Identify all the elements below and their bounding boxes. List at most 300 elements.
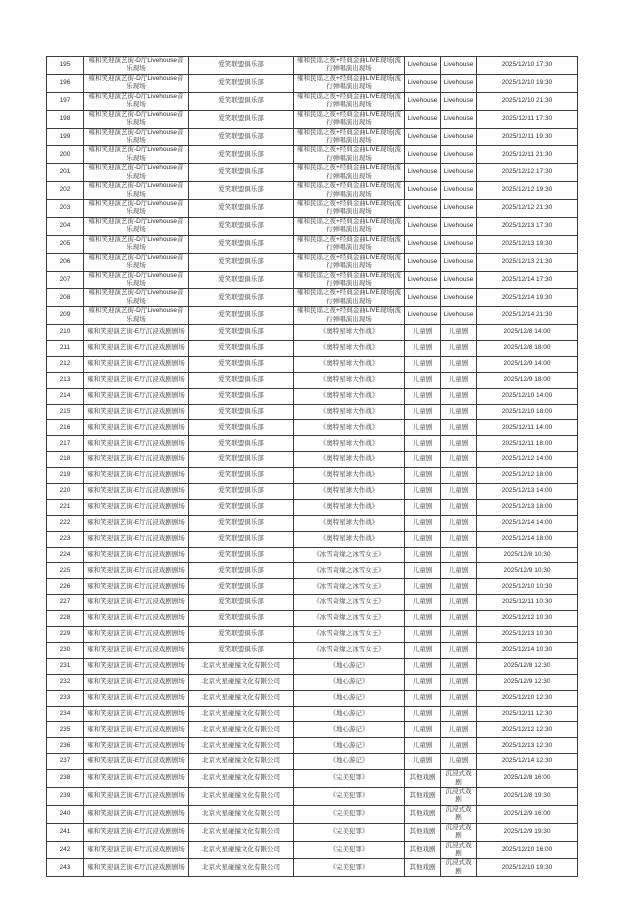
table-row: [47, 690, 578, 706]
cell-row-number: 213: [47, 372, 84, 388]
cell-datetime: 2025/12/13 18:00: [477, 499, 578, 515]
cell-row-number: 215: [47, 404, 84, 420]
cell-category-1: 其他戏剧: [405, 805, 441, 823]
cell-datetime: 2025/12/11 17:30: [477, 110, 578, 128]
cell-company: 爱笑联盟俱乐部: [189, 547, 294, 563]
cell-row-number: 237: [47, 754, 84, 770]
table-row: [47, 436, 578, 452]
cell-category-1: 儿童剧: [405, 627, 441, 643]
cell-datetime: 2025/12/12 14:00: [477, 452, 578, 468]
table-row: [47, 110, 578, 128]
table-row: [47, 57, 578, 75]
cell-row-number: 196: [47, 74, 84, 92]
cell-category-2: 儿童剧: [441, 404, 477, 420]
performance-schedule-table: [46, 56, 578, 877]
cell-row-number: 204: [47, 217, 84, 235]
cell-datetime: 2025/12/10 12:30: [477, 690, 578, 706]
table-row: [47, 499, 578, 515]
cell-category-1: 儿童剧: [405, 563, 441, 579]
cell-event-name: 雍和民谣之夜+经典金曲LIVE现场|流行弹唱演出现场: [294, 92, 405, 110]
cell-row-number: 208: [47, 289, 84, 307]
cell-event-name: 雍和民谣之夜+经典金曲LIVE现场|流行弹唱演出现场: [294, 253, 405, 271]
cell-category-2: 儿童剧: [441, 420, 477, 436]
cell-category-2: 儿童剧: [441, 674, 477, 690]
table-row: [47, 547, 578, 563]
table-row: [47, 164, 578, 182]
cell-category-2: 儿童剧: [441, 452, 477, 468]
cell-row-number: 197: [47, 92, 84, 110]
cell-event-name: 《完美犯罪》: [294, 859, 405, 877]
cell-event-name: 《地心游记》: [294, 722, 405, 738]
cell-venue: 雍和笑迎演艺街-D厅Livehouse音乐现场: [84, 164, 189, 182]
cell-category-1: 儿童剧: [405, 547, 441, 563]
cell-venue: 雍和笑迎演艺街-E厅沉浸戏剧剧场: [84, 611, 189, 627]
table-row: [47, 754, 578, 770]
table-row: [47, 787, 578, 805]
cell-event-name: 《奥特星球大作战》: [294, 388, 405, 404]
cell-event-name: 《奥特星球大作战》: [294, 372, 405, 388]
table-row: [47, 217, 578, 235]
cell-event-name: 《冰雪奇缘之冰雪女王》: [294, 611, 405, 627]
table-row: [47, 563, 578, 579]
cell-category-1: 儿童剧: [405, 420, 441, 436]
cell-company: 爱笑联盟俱乐部: [189, 404, 294, 420]
cell-datetime: 2025/12/8 18:00: [477, 341, 578, 357]
cell-datetime: 2025/12/9 14:00: [477, 356, 578, 372]
cell-event-name: 《奥特星球大作战》: [294, 499, 405, 515]
cell-company: 爱笑联盟俱乐部: [189, 611, 294, 627]
cell-row-number: 200: [47, 146, 84, 164]
cell-datetime: 2025/12/12 21:30: [477, 200, 578, 218]
cell-category-2: Livehouse: [441, 92, 477, 110]
table-row: [47, 468, 578, 484]
cell-row-number: 233: [47, 690, 84, 706]
cell-category-2: 儿童剧: [441, 499, 477, 515]
table-row: [47, 289, 578, 307]
cell-row-number: 206: [47, 253, 84, 271]
cell-row-number: 241: [47, 823, 84, 841]
cell-venue: 雍和笑迎演艺街-E厅沉浸戏剧剧场: [84, 356, 189, 372]
cell-event-name: 雍和民谣之夜+经典金曲LIVE现场|流行弹唱演出现场: [294, 110, 405, 128]
cell-row-number: 220: [47, 484, 84, 500]
cell-category-1: 儿童剧: [405, 499, 441, 515]
cell-row-number: 209: [47, 307, 84, 325]
cell-venue: 雍和笑迎演艺街-D厅Livehouse音乐现场: [84, 182, 189, 200]
cell-category-1: 儿童剧: [405, 531, 441, 547]
cell-row-number: 216: [47, 420, 84, 436]
cell-event-name: 《完美犯罪》: [294, 841, 405, 859]
cell-event-name: 《奥特星球大作战》: [294, 341, 405, 357]
cell-event-name: 《完美犯罪》: [294, 770, 405, 788]
cell-venue: 雍和笑迎演艺街-D厅Livehouse音乐现场: [84, 235, 189, 253]
cell-datetime: 2025/12/10 14:00: [477, 388, 578, 404]
cell-row-number: 222: [47, 515, 84, 531]
table-row: [47, 146, 578, 164]
cell-datetime: 2025/12/10 10:30: [477, 579, 578, 595]
cell-venue: 雍和笑迎演艺街-D厅Livehouse音乐现场: [84, 289, 189, 307]
cell-event-name: 《完美犯罪》: [294, 787, 405, 805]
table-row: [47, 738, 578, 754]
cell-event-name: 雍和民谣之夜+经典金曲LIVE现场|流行弹唱演出现场: [294, 182, 405, 200]
cell-event-name: 雍和民谣之夜+经典金曲LIVE现场|流行弹唱演出现场: [294, 307, 405, 325]
cell-company: 爱笑联盟俱乐部: [189, 164, 294, 182]
cell-company: 爱笑联盟俱乐部: [189, 579, 294, 595]
cell-company: 北京火星碰撞文化有限公司: [189, 823, 294, 841]
cell-event-name: 雍和民谣之夜+经典金曲LIVE现场|流行弹唱演出现场: [294, 164, 405, 182]
cell-datetime: 2025/12/14 21:30: [477, 307, 578, 325]
cell-row-number: 242: [47, 841, 84, 859]
cell-category-2: 儿童剧: [441, 595, 477, 611]
table-row: [47, 235, 578, 253]
cell-row-number: 226: [47, 579, 84, 595]
cell-venue: 雍和笑迎演艺街-E厅沉浸戏剧剧场: [84, 787, 189, 805]
table-row: [47, 74, 578, 92]
cell-event-name: 《奥特星球大作战》: [294, 484, 405, 500]
table-row: [47, 805, 578, 823]
cell-venue: 雍和笑迎演艺街-E厅沉浸戏剧剧场: [84, 595, 189, 611]
cell-category-2: Livehouse: [441, 146, 477, 164]
table-row: [47, 92, 578, 110]
cell-datetime: 2025/12/11 18:00: [477, 436, 578, 452]
cell-event-name: 《奥特星球大作战》: [294, 356, 405, 372]
cell-datetime: 2025/12/10 19:30: [477, 859, 578, 877]
cell-venue: 雍和笑迎演艺街-E厅沉浸戏剧剧场: [84, 823, 189, 841]
cell-company: 爱笑联盟俱乐部: [189, 128, 294, 146]
cell-event-name: 《奥特星球大作战》: [294, 515, 405, 531]
cell-company: 爱笑联盟俱乐部: [189, 74, 294, 92]
cell-datetime: 2025/12/13 21:30: [477, 253, 578, 271]
table-row: [47, 341, 578, 357]
cell-row-number: 231: [47, 658, 84, 674]
cell-row-number: 227: [47, 595, 84, 611]
cell-row-number: 219: [47, 468, 84, 484]
cell-datetime: 2025/12/13 10:30: [477, 627, 578, 643]
cell-row-number: 228: [47, 611, 84, 627]
cell-venue: 雍和笑迎演艺街-E厅沉浸戏剧剧场: [84, 642, 189, 658]
cell-category-1: 儿童剧: [405, 388, 441, 404]
cell-company: 爱笑联盟俱乐部: [189, 217, 294, 235]
cell-category-1: 儿童剧: [405, 484, 441, 500]
cell-venue: 雍和笑迎演艺街-E厅沉浸戏剧剧场: [84, 452, 189, 468]
cell-category-1: Livehouse: [405, 217, 441, 235]
cell-category-2: 儿童剧: [441, 484, 477, 500]
cell-datetime: 2025/12/11 10:30: [477, 595, 578, 611]
cell-datetime: 2025/12/10 17:30: [477, 57, 578, 75]
cell-event-name: 雍和民谣之夜+经典金曲LIVE现场|流行弹唱演出现场: [294, 128, 405, 146]
cell-company: 爱笑联盟俱乐部: [189, 595, 294, 611]
cell-category-2: 儿童剧: [441, 356, 477, 372]
cell-category-1: 儿童剧: [405, 452, 441, 468]
cell-venue: 雍和笑迎演艺街-E厅沉浸戏剧剧场: [84, 372, 189, 388]
cell-venue: 雍和笑迎演艺街-E厅沉浸戏剧剧场: [84, 325, 189, 341]
cell-category-2: Livehouse: [441, 182, 477, 200]
cell-row-number: 243: [47, 859, 84, 877]
cell-category-1: 儿童剧: [405, 642, 441, 658]
cell-category-1: Livehouse: [405, 164, 441, 182]
cell-category-1: 儿童剧: [405, 404, 441, 420]
cell-datetime: 2025/12/10 19:30: [477, 74, 578, 92]
cell-event-name: 《地心游记》: [294, 738, 405, 754]
cell-venue: 雍和笑迎演艺街-D厅Livehouse音乐现场: [84, 253, 189, 271]
cell-datetime: 2025/12/9 12:30: [477, 674, 578, 690]
cell-venue: 雍和笑迎演艺街-E厅沉浸戏剧剧场: [84, 404, 189, 420]
cell-datetime: 2025/12/12 10:30: [477, 611, 578, 627]
cell-venue: 雍和笑迎演艺街-D厅Livehouse音乐现场: [84, 217, 189, 235]
cell-category-1: Livehouse: [405, 74, 441, 92]
cell-venue: 雍和笑迎演艺街-E厅沉浸戏剧剧场: [84, 627, 189, 643]
cell-category-1: 儿童剧: [405, 738, 441, 754]
cell-event-name: 《完美犯罪》: [294, 823, 405, 841]
cell-category-2: 儿童剧: [441, 611, 477, 627]
cell-category-2: 儿童剧: [441, 579, 477, 595]
cell-row-number: 232: [47, 674, 84, 690]
schedule-table-body: [47, 57, 578, 877]
cell-category-2: 儿童剧: [441, 436, 477, 452]
cell-row-number: 221: [47, 499, 84, 515]
table-row: [47, 200, 578, 218]
cell-category-2: Livehouse: [441, 289, 477, 307]
cell-event-name: 《奥特星球大作战》: [294, 452, 405, 468]
cell-company: 北京火星碰撞文化有限公司: [189, 787, 294, 805]
cell-row-number: 199: [47, 128, 84, 146]
cell-company: 爱笑联盟俱乐部: [189, 325, 294, 341]
cell-event-name: 雍和民谣之夜+经典金曲LIVE现场|流行弹唱演出现场: [294, 74, 405, 92]
cell-datetime: 2025/12/12 19:30: [477, 182, 578, 200]
cell-datetime: 2025/12/13 14:00: [477, 484, 578, 500]
cell-category-1: Livehouse: [405, 182, 441, 200]
cell-category-2: 儿童剧: [441, 627, 477, 643]
cell-venue: 雍和笑迎演艺街-D厅Livehouse音乐现场: [84, 307, 189, 325]
table-row: [47, 531, 578, 547]
cell-venue: 雍和笑迎演艺街-E厅沉浸戏剧剧场: [84, 859, 189, 877]
cell-row-number: 235: [47, 722, 84, 738]
cell-venue: 雍和笑迎演艺街-D厅Livehouse音乐现场: [84, 92, 189, 110]
cell-datetime: 2025/12/8 16:00: [477, 770, 578, 788]
cell-event-name: 《冰雪奇缘之冰雪女王》: [294, 579, 405, 595]
cell-datetime: 2025/12/11 14:00: [477, 420, 578, 436]
cell-row-number: 225: [47, 563, 84, 579]
cell-company: 爱笑联盟俱乐部: [189, 436, 294, 452]
cell-company: 北京火星碰撞文化有限公司: [189, 754, 294, 770]
cell-venue: 雍和笑迎演艺街-D厅Livehouse音乐现场: [84, 57, 189, 75]
cell-venue: 雍和笑迎演艺街-E厅沉浸戏剧剧场: [84, 754, 189, 770]
cell-company: 爱笑联盟俱乐部: [189, 531, 294, 547]
cell-row-number: 210: [47, 325, 84, 341]
cell-row-number: 214: [47, 388, 84, 404]
cell-row-number: 238: [47, 770, 84, 788]
cell-event-name: 《冰雪奇缘之冰雪女王》: [294, 642, 405, 658]
cell-venue: 雍和笑迎演艺街-E厅沉浸戏剧剧场: [84, 770, 189, 788]
cell-datetime: 2025/12/10 16:00: [477, 841, 578, 859]
table-row: [47, 372, 578, 388]
cell-event-name: 《奥特星球大作战》: [294, 404, 405, 420]
cell-event-name: 《冰雪奇缘之冰雪女王》: [294, 563, 405, 579]
cell-venue: 雍和笑迎演艺街-E厅沉浸戏剧剧场: [84, 436, 189, 452]
cell-datetime: 2025/12/11 19:30: [477, 128, 578, 146]
table-row: [47, 642, 578, 658]
cell-event-name: 《奥特星球大作战》: [294, 468, 405, 484]
cell-company: 爱笑联盟俱乐部: [189, 182, 294, 200]
cell-datetime: 2025/12/9 19:30: [477, 823, 578, 841]
table-row: [47, 484, 578, 500]
cell-row-number: 211: [47, 341, 84, 357]
cell-company: 爱笑联盟俱乐部: [189, 356, 294, 372]
cell-category-1: 儿童剧: [405, 325, 441, 341]
cell-datetime: 2025/12/14 17:30: [477, 271, 578, 289]
table-row: [47, 722, 578, 738]
table-row: [47, 770, 578, 788]
cell-venue: 雍和笑迎演艺街-E厅沉浸戏剧剧场: [84, 484, 189, 500]
cell-category-1: 儿童剧: [405, 754, 441, 770]
cell-category-1: 儿童剧: [405, 341, 441, 357]
cell-venue: 雍和笑迎演艺街-E厅沉浸戏剧剧场: [84, 841, 189, 859]
cell-category-1: Livehouse: [405, 235, 441, 253]
cell-company: 爱笑联盟俱乐部: [189, 307, 294, 325]
cell-company: 北京火星碰撞文化有限公司: [189, 738, 294, 754]
cell-category-1: 其他戏剧: [405, 787, 441, 805]
cell-category-2: 儿童剧: [441, 547, 477, 563]
schedule-table-container: [46, 56, 577, 877]
cell-category-2: 儿童剧: [441, 658, 477, 674]
table-row: [47, 627, 578, 643]
cell-company: 爱笑联盟俱乐部: [189, 452, 294, 468]
cell-company: 爱笑联盟俱乐部: [189, 499, 294, 515]
cell-company: 爱笑联盟俱乐部: [189, 92, 294, 110]
cell-event-name: 《奥特星球大作战》: [294, 531, 405, 547]
cell-datetime: 2025/12/14 12:30: [477, 754, 578, 770]
cell-category-2: Livehouse: [441, 57, 477, 75]
cell-category-1: Livehouse: [405, 128, 441, 146]
cell-category-2: Livehouse: [441, 271, 477, 289]
cell-company: 北京火星碰撞文化有限公司: [189, 658, 294, 674]
cell-row-number: 205: [47, 235, 84, 253]
table-row: [47, 611, 578, 627]
cell-category-1: Livehouse: [405, 307, 441, 325]
cell-venue: 雍和笑迎演艺街-E厅沉浸戏剧剧场: [84, 706, 189, 722]
cell-company: 爱笑联盟俱乐部: [189, 110, 294, 128]
table-row: [47, 356, 578, 372]
cell-venue: 雍和笑迎演艺街-D厅Livehouse音乐现场: [84, 128, 189, 146]
cell-event-name: 雍和民谣之夜+经典金曲LIVE现场|流行弹唱演出现场: [294, 271, 405, 289]
table-row: [47, 452, 578, 468]
cell-datetime: 2025/12/8 14:00: [477, 325, 578, 341]
table-row: [47, 579, 578, 595]
cell-category-2: 儿童剧: [441, 722, 477, 738]
cell-row-number: 236: [47, 738, 84, 754]
cell-event-name: 《冰雪奇缘之冰雪女王》: [294, 547, 405, 563]
cell-category-1: 儿童剧: [405, 690, 441, 706]
cell-category-2: Livehouse: [441, 235, 477, 253]
cell-datetime: 2025/12/9 16:00: [477, 805, 578, 823]
cell-category-1: 其他戏剧: [405, 823, 441, 841]
cell-category-1: 儿童剧: [405, 436, 441, 452]
cell-category-2: 沉浸式戏剧: [441, 770, 477, 788]
cell-category-2: 儿童剧: [441, 341, 477, 357]
cell-category-2: 儿童剧: [441, 738, 477, 754]
cell-category-2: Livehouse: [441, 110, 477, 128]
cell-category-2: 儿童剧: [441, 642, 477, 658]
cell-row-number: 198: [47, 110, 84, 128]
cell-company: 爱笑联盟俱乐部: [189, 420, 294, 436]
cell-datetime: 2025/12/13 19:30: [477, 235, 578, 253]
cell-category-2: 儿童剧: [441, 325, 477, 341]
cell-company: 北京火星碰撞文化有限公司: [189, 690, 294, 706]
cell-row-number: 229: [47, 627, 84, 643]
cell-event-name: 《完美犯罪》: [294, 805, 405, 823]
cell-venue: 雍和笑迎演艺街-D厅Livehouse音乐现场: [84, 146, 189, 164]
cell-category-1: 儿童剧: [405, 706, 441, 722]
cell-row-number: 239: [47, 787, 84, 805]
cell-event-name: 《地心游记》: [294, 674, 405, 690]
cell-category-1: Livehouse: [405, 57, 441, 75]
cell-company: 爱笑联盟俱乐部: [189, 341, 294, 357]
table-row: [47, 841, 578, 859]
cell-company: 北京火星碰撞文化有限公司: [189, 805, 294, 823]
cell-event-name: 《地心游记》: [294, 690, 405, 706]
cell-company: 爱笑联盟俱乐部: [189, 146, 294, 164]
cell-category-2: 儿童剧: [441, 372, 477, 388]
table-row: [47, 859, 578, 877]
cell-category-2: 儿童剧: [441, 754, 477, 770]
cell-venue: 雍和笑迎演艺街-E厅沉浸戏剧剧场: [84, 547, 189, 563]
table-row: [47, 271, 578, 289]
cell-category-1: Livehouse: [405, 271, 441, 289]
cell-venue: 雍和笑迎演艺街-E厅沉浸戏剧剧场: [84, 674, 189, 690]
cell-category-1: Livehouse: [405, 110, 441, 128]
cell-category-2: Livehouse: [441, 253, 477, 271]
cell-category-2: 沉浸式戏剧: [441, 859, 477, 877]
cell-event-name: 雍和民谣之夜+经典金曲LIVE现场|流行弹唱演出现场: [294, 200, 405, 218]
cell-category-2: Livehouse: [441, 164, 477, 182]
cell-row-number: 195: [47, 57, 84, 75]
cell-category-1: 儿童剧: [405, 468, 441, 484]
cell-company: 爱笑联盟俱乐部: [189, 235, 294, 253]
cell-datetime: 2025/12/14 10:30: [477, 642, 578, 658]
cell-event-name: 雍和民谣之夜+经典金曲LIVE现场|流行弹唱演出现场: [294, 57, 405, 75]
cell-datetime: 2025/12/12 12:30: [477, 722, 578, 738]
cell-venue: 雍和笑迎演艺街-E厅沉浸戏剧剧场: [84, 690, 189, 706]
cell-row-number: 218: [47, 452, 84, 468]
cell-category-1: Livehouse: [405, 289, 441, 307]
cell-venue: 雍和笑迎演艺街-E厅沉浸戏剧剧场: [84, 722, 189, 738]
cell-category-1: Livehouse: [405, 146, 441, 164]
cell-category-2: 沉浸式戏剧: [441, 823, 477, 841]
cell-category-1: 儿童剧: [405, 579, 441, 595]
table-row: [47, 253, 578, 271]
cell-category-1: 儿童剧: [405, 674, 441, 690]
cell-company: 北京火星碰撞文化有限公司: [189, 859, 294, 877]
cell-venue: 雍和笑迎演艺街-E厅沉浸戏剧剧场: [84, 499, 189, 515]
cell-category-1: 其他戏剧: [405, 841, 441, 859]
cell-venue: 雍和笑迎演艺街-E厅沉浸戏剧剧场: [84, 805, 189, 823]
table-row: [47, 823, 578, 841]
cell-category-2: 沉浸式戏剧: [441, 805, 477, 823]
cell-datetime: 2025/12/12 17:30: [477, 164, 578, 182]
table-row: [47, 182, 578, 200]
cell-event-name: 雍和民谣之夜+经典金曲LIVE现场|流行弹唱演出现场: [294, 289, 405, 307]
cell-company: 爱笑联盟俱乐部: [189, 468, 294, 484]
table-row: [47, 128, 578, 146]
cell-category-1: Livehouse: [405, 200, 441, 218]
table-row: [47, 658, 578, 674]
cell-category-2: 儿童剧: [441, 690, 477, 706]
cell-company: 爱笑联盟俱乐部: [189, 642, 294, 658]
cell-event-name: 《奥特星球大作战》: [294, 420, 405, 436]
cell-event-name: 《地心游记》: [294, 706, 405, 722]
table-row: [47, 515, 578, 531]
cell-row-number: 207: [47, 271, 84, 289]
cell-row-number: 217: [47, 436, 84, 452]
